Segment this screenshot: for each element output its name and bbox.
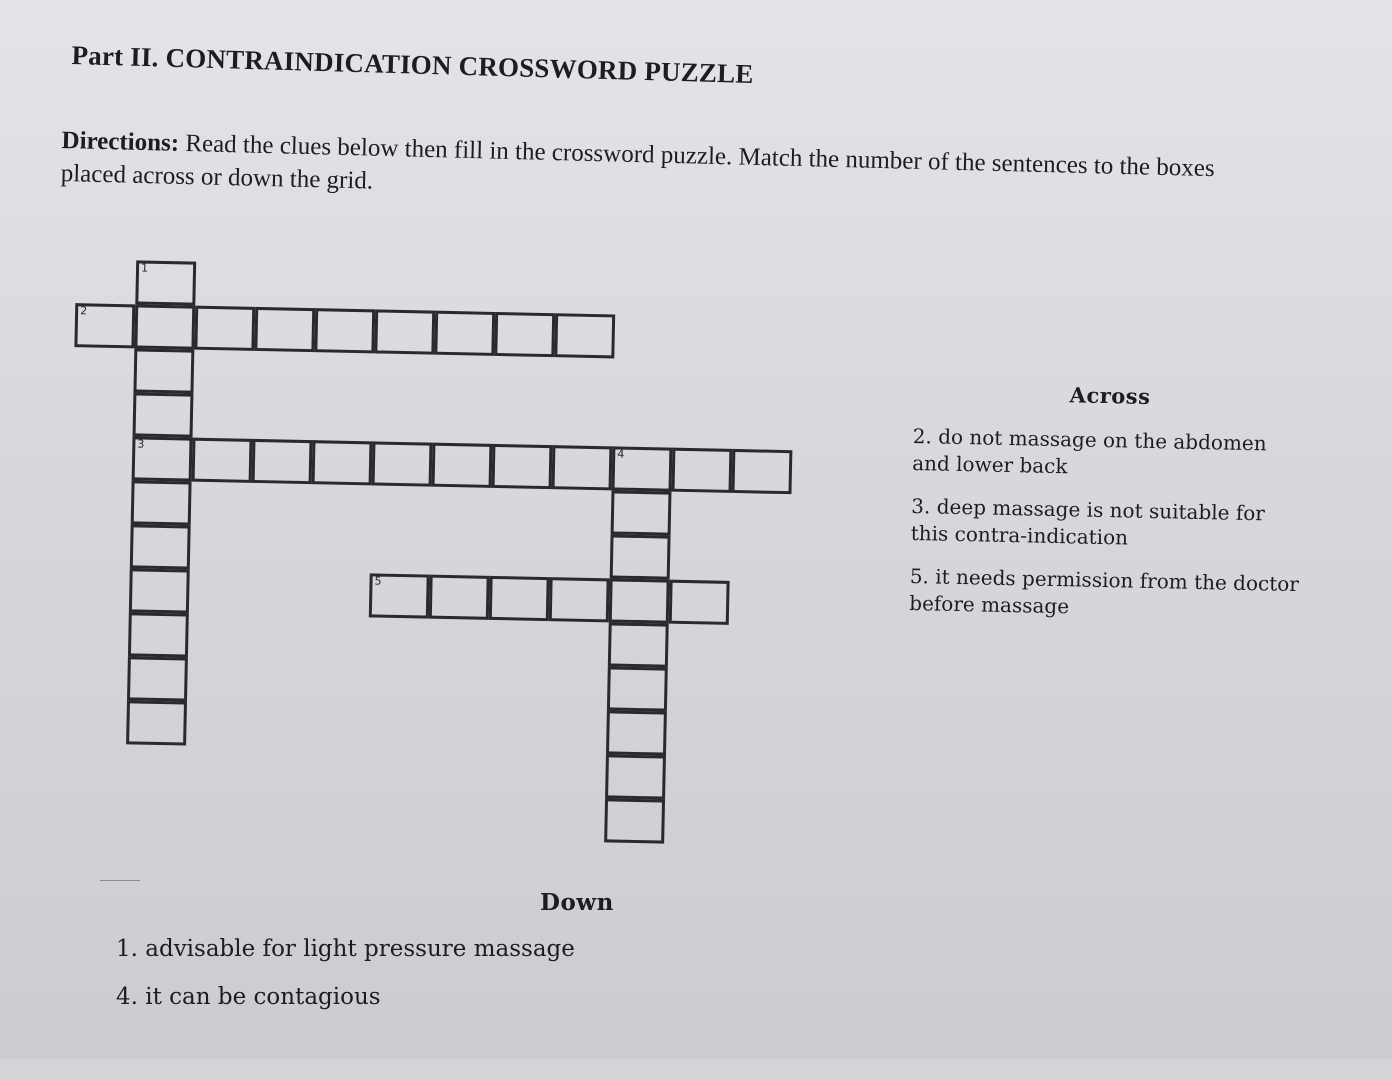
cell-across2-c7[interactable] bbox=[494, 312, 555, 357]
cell-down4-r4[interactable] bbox=[608, 622, 669, 667]
down-heading: Down bbox=[540, 889, 614, 916]
cell-across5-c4[interactable] bbox=[609, 578, 670, 623]
across-clues bbox=[909, 378, 1334, 642]
clue-number-2: 2 bbox=[80, 304, 88, 318]
clue-number-3: 3 bbox=[137, 437, 145, 451]
across-clue-3: 3. deep massage is not suitable for this contra-indication bbox=[910, 493, 1266, 550]
cell-across3-c7[interactable] bbox=[552, 445, 613, 490]
cell-across2-c2[interactable] bbox=[194, 306, 255, 351]
cell-across3-c0[interactable] bbox=[132, 436, 193, 481]
divider-line bbox=[100, 880, 140, 881]
cell-across3-c6[interactable] bbox=[492, 444, 553, 489]
cell-down4-r7[interactable] bbox=[605, 754, 666, 799]
page-title: Part II. CONTRAINDICATION CROSSWORD PUZZLE bbox=[71, 40, 754, 90]
cell-across3-c5[interactable] bbox=[432, 443, 493, 488]
cell-across5-c1[interactable] bbox=[429, 575, 490, 620]
cell-across3-c9[interactable] bbox=[671, 448, 732, 493]
cell-across5-c3[interactable] bbox=[549, 577, 610, 622]
cell-down1-r6[interactable] bbox=[130, 524, 191, 569]
cell-across2-c1[interactable] bbox=[134, 304, 195, 349]
cell-down1-r5[interactable] bbox=[131, 480, 192, 525]
cell-across2-c0[interactable] bbox=[74, 303, 135, 348]
cell-down1-r2[interactable] bbox=[133, 348, 194, 393]
clue-number-4: 4 bbox=[617, 447, 625, 461]
cell-down1-r3[interactable] bbox=[133, 392, 194, 437]
directions-label: Directions: bbox=[61, 126, 180, 157]
clue-number-5: 5 bbox=[374, 574, 382, 588]
cell-across2-c5[interactable] bbox=[374, 309, 435, 354]
cell-across5-c0[interactable] bbox=[369, 573, 430, 618]
cell-across5-c5[interactable] bbox=[669, 580, 730, 625]
cell-down1-r8[interactable] bbox=[128, 612, 189, 657]
cell-down1-r7[interactable] bbox=[129, 568, 190, 613]
cell-down1-r9[interactable] bbox=[127, 656, 188, 701]
cell-across2-c8[interactable] bbox=[554, 313, 615, 358]
cell-across3-c8[interactable] bbox=[612, 446, 673, 491]
directions-body: Read the clues below then fill in the crossword puzzle. Match the number of the sentences to the boxes placed across or down the grid. bbox=[60, 129, 1215, 195]
across-clue-5: 5. it needs permission from the doctor before massage bbox=[909, 563, 1300, 619]
cell-across3-c2[interactable] bbox=[252, 439, 313, 484]
cell-across3-c10[interactable] bbox=[731, 449, 792, 494]
cell-down1-r10[interactable] bbox=[126, 700, 187, 745]
down-clue-1: 1. advisable for light pressure massage bbox=[116, 936, 575, 962]
cell-across3-c3[interactable] bbox=[312, 440, 373, 485]
across-clue-2: 2. do not massage on the abdomen and lower back bbox=[911, 423, 1267, 479]
down-clues bbox=[116, 889, 816, 1032]
cell-down1-r0[interactable] bbox=[135, 260, 196, 305]
cell-down4-r5[interactable] bbox=[607, 666, 668, 711]
cell-down4-r2[interactable] bbox=[610, 534, 671, 579]
cell-down4-r1[interactable] bbox=[611, 490, 672, 535]
across-heading: Across bbox=[1069, 382, 1151, 409]
cell-across5-c2[interactable] bbox=[489, 576, 550, 621]
cell-across2-c3[interactable] bbox=[254, 307, 315, 352]
cell-across2-c6[interactable] bbox=[434, 311, 495, 356]
cell-across2-c4[interactable] bbox=[314, 308, 375, 353]
clue-number-1: 1 bbox=[140, 261, 149, 275]
cell-down4-r8[interactable] bbox=[604, 798, 665, 843]
cell-across3-c1[interactable] bbox=[192, 438, 253, 483]
down-clue-4: 4. it can be contagious bbox=[116, 984, 381, 1010]
cell-across3-c4[interactable] bbox=[372, 441, 433, 486]
cell-down4-r6[interactable] bbox=[606, 710, 667, 755]
